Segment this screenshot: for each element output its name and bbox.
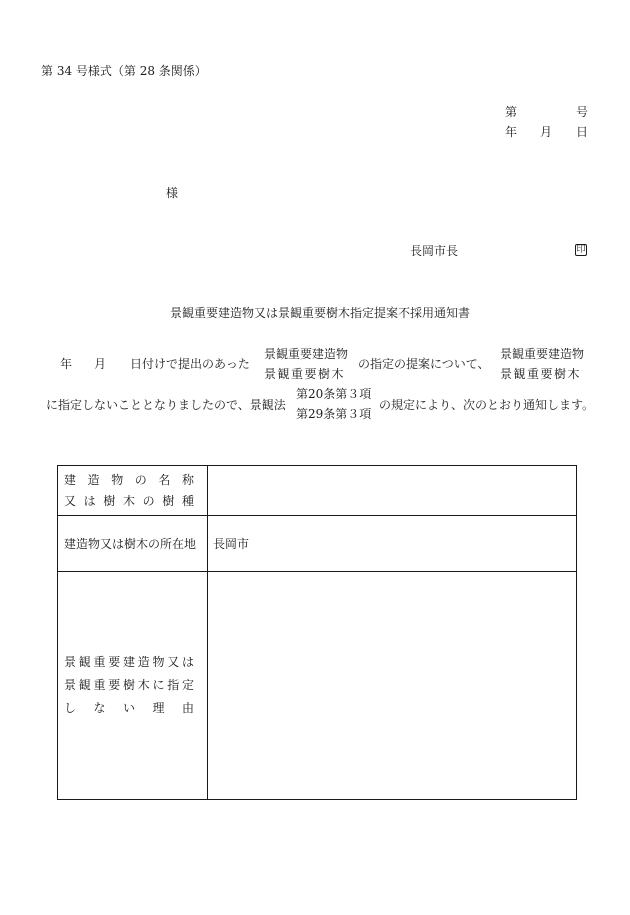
table-row (58, 516, 577, 572)
date-month: 月 (540, 125, 553, 139)
option-building-2: 景観重要建造物 (500, 347, 585, 361)
label-line: 建造物の名称 (64, 472, 194, 487)
value-building-name (208, 466, 577, 516)
recipient-honorific: 様 (166, 186, 179, 200)
date-year: 年 (505, 125, 518, 139)
label-line: 建造物又は樹木の所在地 (64, 537, 197, 551)
doc-number-prefix: 第 (505, 105, 518, 119)
date-day: 日 (576, 125, 589, 139)
label-reason (58, 572, 208, 800)
body-submitted-text: 日付けで提出のあった (130, 357, 250, 371)
option-tree-2: 景観重要樹木 (500, 367, 582, 381)
table-row (58, 466, 577, 516)
label-building-name (58, 466, 208, 516)
label-line: 景観重要建造物又は (64, 655, 194, 669)
option-tree-1: 景観重要樹木 (264, 367, 346, 381)
body-notice-text: の規定により、次のとおり通知します。 (379, 398, 595, 412)
value-reason (208, 572, 577, 800)
sender-title: 長岡市長 (410, 244, 459, 258)
body-month: 月 (94, 357, 107, 371)
option-building-1: 景観重要建造物 (264, 347, 349, 361)
doc-number-suffix: 号 (576, 105, 589, 119)
body-not-designate-text: に指定しないこととなりましたので、景観法 (46, 398, 286, 412)
value-location: 長岡市 (208, 516, 577, 572)
label-line: しない理由 (64, 701, 194, 715)
seal-mark: 印 (576, 245, 586, 255)
body-year: 年 (60, 357, 73, 371)
label-location (58, 516, 208, 572)
body-proposal-text: の指定の提案について、 (358, 357, 490, 371)
form-number: 第 34 号様式（第 28 条関係） (41, 64, 207, 78)
label-line: 又は樹木の樹種 (64, 493, 194, 508)
law-article-20: 第20条第３項 (296, 387, 372, 401)
document-title: 景観重要建造物又は景観重要樹木指定提案不採用通知書 (170, 306, 471, 320)
law-article-29: 第29条第３項 (296, 407, 372, 421)
table-row (58, 572, 577, 800)
label-line: 景観重要樹木に指定 (64, 678, 194, 692)
notice-form-table (57, 465, 577, 800)
